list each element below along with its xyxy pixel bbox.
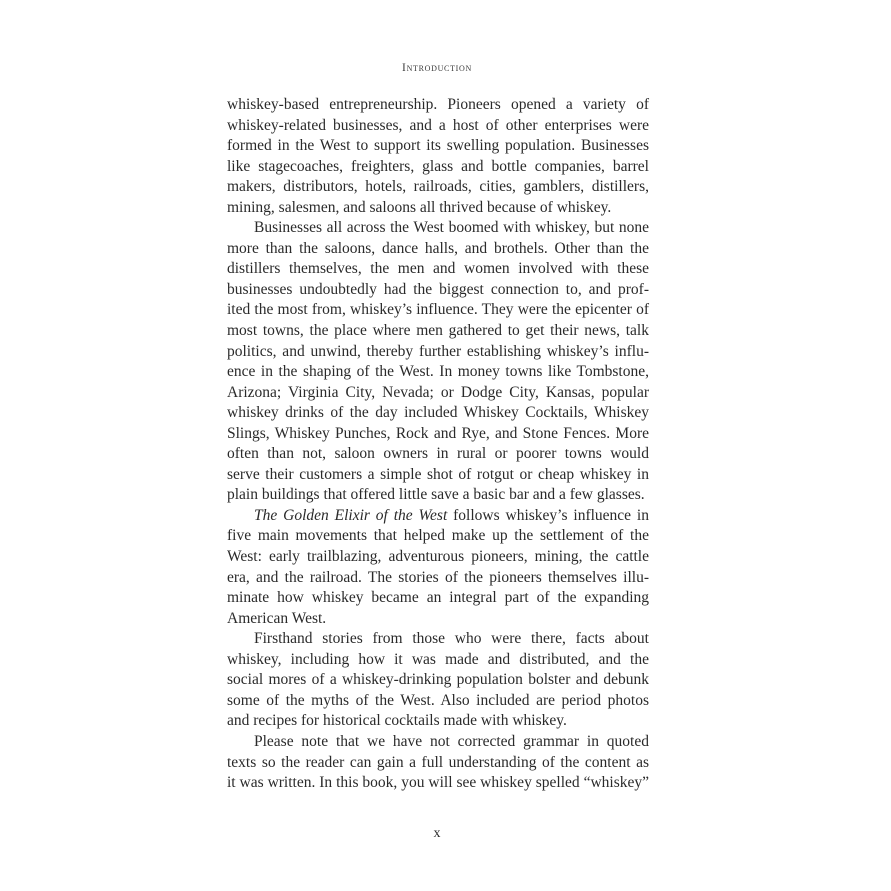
- text-line: Firsthand stories from those who were there, facts about: [254, 630, 649, 648]
- text-line: whiskey-related businesses, and a host of other enterprises were: [227, 116, 649, 134]
- text-line: like stagecoaches, freighters, glass and bottle companies, barrel: [227, 157, 649, 175]
- text-line: five main movements that helped make up the settlement of the: [227, 527, 649, 545]
- paragraph-3: [227, 506, 649, 629]
- text-line: ited the most from, whiskey’s influence. They were the epicenter of: [227, 301, 649, 319]
- text-line: American West.: [227, 609, 327, 627]
- text-line: businesses undoubtedly had the biggest connection to, and prof-: [227, 280, 649, 298]
- text-line: formed in the West to support its swelling population. Businesses: [227, 137, 649, 155]
- text-line: some of the myths of the West. Also included are period photos: [227, 691, 649, 709]
- paragraph-5: [227, 732, 649, 794]
- running-head: Introduction: [402, 62, 472, 74]
- paragraph-1: [227, 95, 649, 218]
- text-line: minate how whiskey became an integral part of the expanding: [227, 589, 649, 607]
- text-line: and recipes for historical cocktails made with whiskey.: [227, 712, 567, 730]
- text-line: [227, 506, 649, 527]
- text-line: era, and the railroad. The stories of the pioneers themselves illu-: [227, 568, 649, 586]
- paragraph-2: [227, 218, 649, 506]
- text-line: plain buildings that offered little save a basic bar and a few glasses.: [227, 486, 645, 504]
- text-line: Businesses all across the West boomed with whiskey, but none: [254, 219, 649, 237]
- text-line: most towns, the place where men gathered to get their news, talk: [227, 322, 649, 340]
- text-line: whiskey, including how it was made and distributed, and the: [227, 650, 649, 668]
- text-line: West: early trailblazing, adventurous pioneers, mining, the cattle: [227, 548, 649, 566]
- text-line: Please note that we have not corrected grammar in quoted: [254, 732, 649, 750]
- text-line: whiskey drinks of the day included Whiskey Cocktails, Whiskey: [227, 404, 649, 422]
- text-line: serve their customers a simple shot of rotgut or cheap whiskey in: [227, 465, 649, 483]
- text-line: makers, distributors, hotels, railroads, cities, gamblers, distillers,: [227, 178, 649, 196]
- text-line: distillers themselves, the men and women involved with these: [227, 260, 649, 278]
- book-title: The Golden Elixir of the West: [254, 506, 448, 524]
- text-line: more than the saloons, dance halls, and brothels. Other than the: [227, 239, 649, 257]
- text-line: Arizona; Virginia City, Nevada; or Dodge City, Kansas, popular: [227, 383, 649, 401]
- text-line: whiskey-based entrepreneurship. Pioneers opened a variety of: [227, 96, 649, 113]
- body-text: [227, 95, 649, 794]
- text-line: it was written. In this book, you will see whiskey spelled “whiskey”: [227, 774, 649, 792]
- text-line: texts so the reader can gain a full understanding of the content as: [227, 753, 649, 771]
- text-line: ence in the shaping of the West. In money towns like Tombstone,: [227, 363, 649, 381]
- text-line: mining, salesmen, and saloons all thrived because of whiskey.: [227, 198, 612, 216]
- page-number: x: [433, 826, 441, 841]
- text-line: often than not, saloon owners in rural or poorer towns would: [227, 445, 649, 463]
- text-line: social mores of a whiskey-drinking population bolster and debunk: [227, 671, 649, 689]
- text-line: politics, and unwind, thereby further establishing whiskey’s influ-: [227, 342, 649, 360]
- text-line: Slings, Whiskey Punches, Rock and Rye, and Stone Fences. More: [227, 424, 649, 442]
- paragraph-4: [227, 629, 649, 732]
- text-run: follows whiskey’s influence in: [447, 506, 649, 524]
